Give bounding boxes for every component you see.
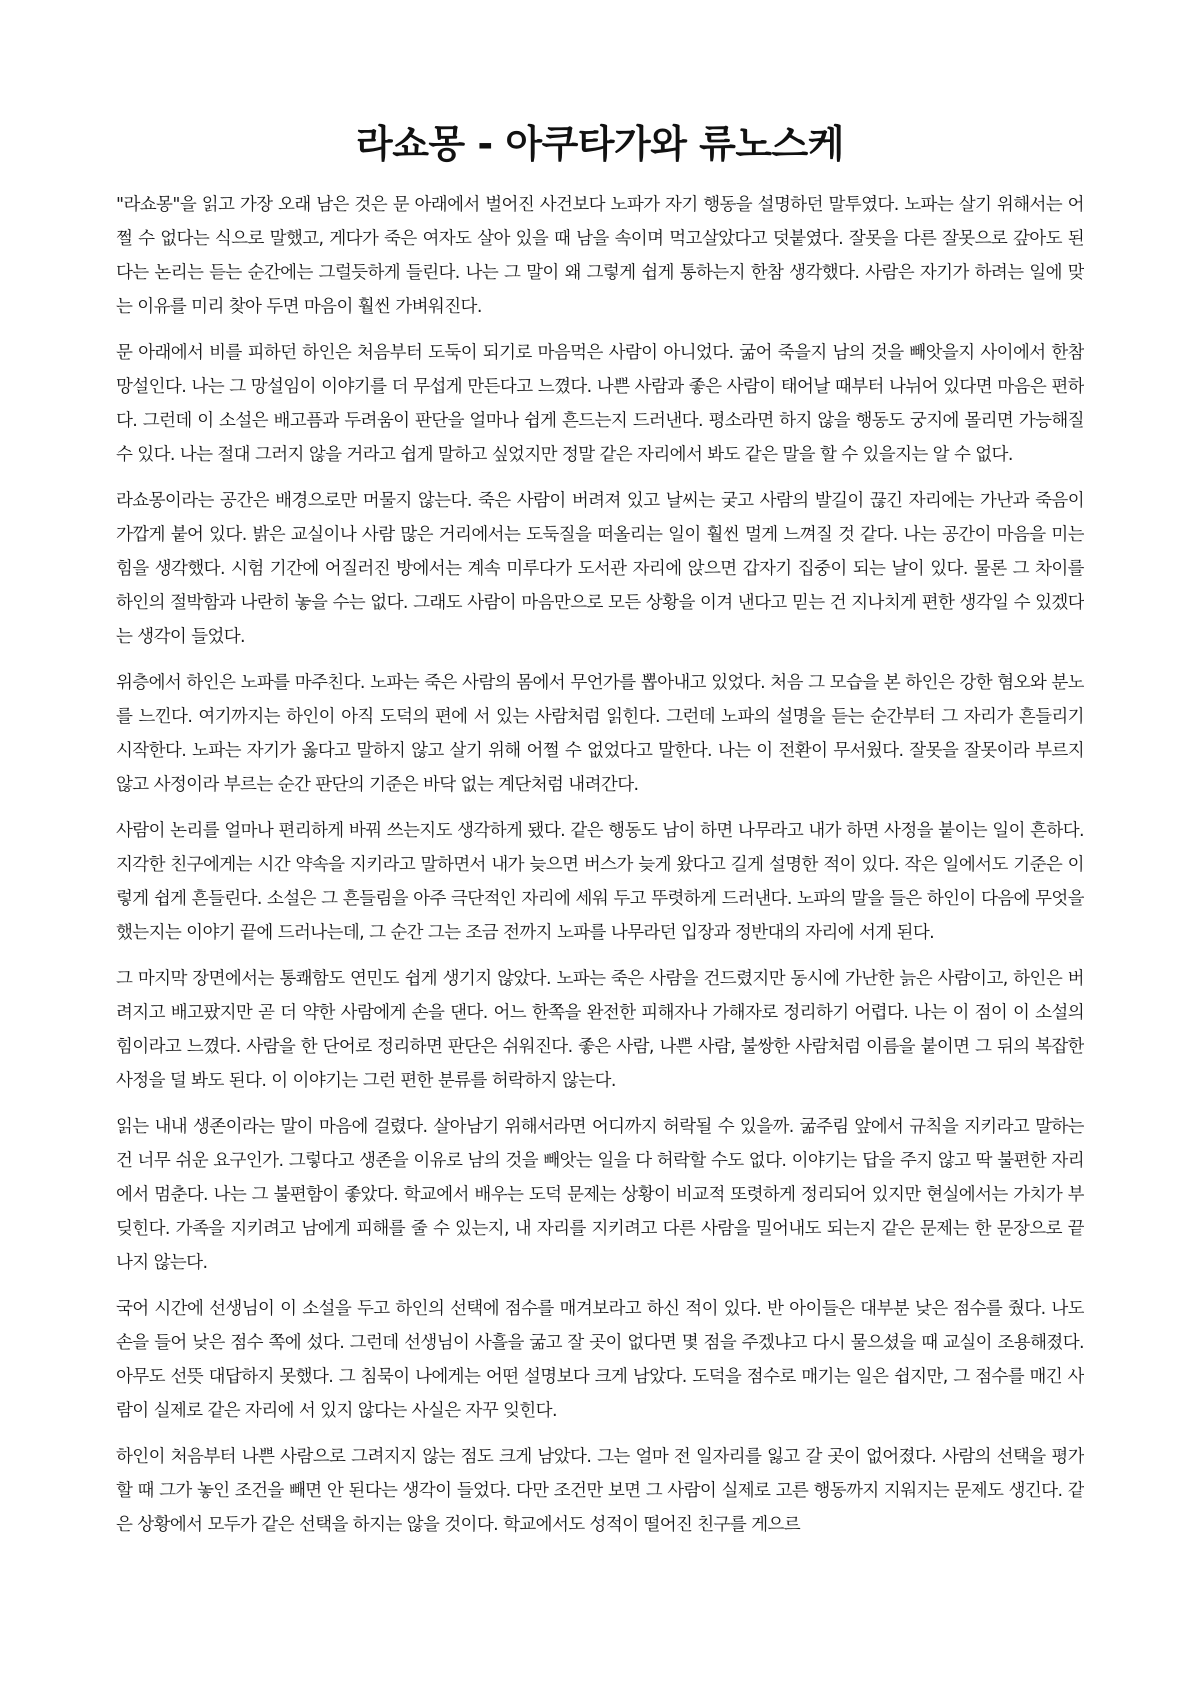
- paragraph-4: 위층에서 하인은 노파를 마주친다. 노파는 죽은 사람의 몸에서 무언가를 뽑아내고 있었다. 처음 그 모습을 본 하인은 강한 혐오와 분노를 느낀다. 여기까지는 하인이 아직 도덕의 편에 서 있는 사람처럼 읽힌다. 그런데 노파의 설명을 듣는 순간부터 그 자리가 흔들리기 시작한다. 노파는 자기가 옳다고 말하지 않고 살기 위해 어쩔 수 없었다고 말한다. 나는 이 전환이 무서웠다. 잘못을 잘못이라 부르지 않고 사정이라 부르는 순간 판단의 기준은 바닥 없는 계단처럼 내려간다.: [116, 673, 1084, 795]
- paragraph-1: "라쇼몽"을 읽고 가장 오래 남은 것은 문 아래에서 벌어진 사건보다 노파가 자기 행동을 설명하던 말투였다. 노파는 살기 위해서는 어쩔 수 없다는 식으로 말했고, 게다가 죽은 여자도 살아 있을 때 남을 속이며 먹고살았다고 덧붙였다. 잘못을 다른 잘못으로 갚아도 된다는 논리는 듣는 순간에는 그럴듯하게 들린다. 나는 그 말이 왜 그렇게 쉽게 통하는지 한참 생각했다. 사람은 자기가 하려는 일에 맞는 이유를 미리 찾아 두면 마음이 훨씬 가벼워진다.: [116, 195, 1084, 317]
- paragraph-8: 국어 시간에 선생님이 이 소설을 두고 하인의 선택에 점수를 매겨보라고 하신 적이 있다. 반 아이들은 대부분 낮은 점수를 줬다. 나도 손을 들어 낮은 점수 쪽에 섰다. 그런데 선생님이 사흘을 굶고 잘 곳이 없다면 몇 점을 주겠냐고 다시 물으셨을 때 교실이 조용해졌다. 아무도 선뜻 대답하지 못했다. 그 침묵이 나에게는 어떤 설명보다 크게 남았다. 도덕을 점수로 매기는 일은 쉽지만, 그 점수를 매긴 사람이 실제로 같은 자리에 서 있지 않다는 사실은 자꾸 잊힌다.: [116, 1299, 1084, 1421]
- paragraph-6: 그 마지막 장면에서는 통쾌함도 연민도 쉽게 생기지 않았다. 노파는 죽은 사람을 건드렸지만 동시에 가난한 늙은 사람이고, 하인은 버려지고 배고팠지만 곧 더 약한 사람에게 손을 댄다. 어느 한쪽을 완전한 피해자나 가해자로 정리하기 어렵다. 나는 이 점이 이 소설의 힘이라고 느꼈다. 사람을 한 단어로 정리하면 판단은 쉬워진다. 좋은 사람, 나쁜 사람, 불쌍한 사람처럼 이름을 붙이면 그 뒤의 복잡한 사정을 덜 봐도 된다. 이 이야기는 그런 편한 분류를 허락하지 않는다.: [116, 969, 1084, 1091]
- paragraph-9: 하인이 처음부터 나쁜 사람으로 그려지지 않는 점도 크게 남았다. 그는 얼마 전 일자리를 잃고 갈 곳이 없어졌다. 사람의 선택을 평가할 때 그가 놓인 조건을 빼면 안 된다는 생각이 들었다. 다만 조건만 보면 그 사람이 실제로 고른 행동까지 지워지는 문제도 생긴다. 같은 상황에서 모두가 같은 선택을 하지는 않을 것이다. 학교에서도 성적이 떨어진 친구를 게으르: [116, 1447, 1084, 1535]
- paragraph-5: 사람이 논리를 얼마나 편리하게 바꿔 쓰는지도 생각하게 됐다. 같은 행동도 남이 하면 나무라고 내가 하면 사정을 붙이는 일이 흔하다. 지각한 친구에게는 시간 약속을 지키라고 말하면서 내가 늦으면 버스가 늦게 왔다고 길게 설명한 적이 있다. 작은 일에서도 기준은 이렇게 쉽게 흔들린다. 소설은 그 흔들림을 아주 극단적인 자리에 세워 두고 뚜렷하게 드러낸다. 노파의 말을 들은 하인이 다음에 무엇을 했는지는 이야기 끝에 드러나는데, 그 순간 그는 조금 전까지 노파를 나무라던 입장과 정반대의 자리에 서게 된다.: [116, 821, 1084, 943]
- paragraph-7: 읽는 내내 생존이라는 말이 마음에 걸렸다. 살아남기 위해서라면 어디까지 허락될 수 있을까. 굶주림 앞에서 규칙을 지키라고 말하는 건 너무 쉬운 요구인가. 그렇다고 생존을 이유로 남의 것을 빼앗는 일을 다 허락할 수도 없다. 이야기는 답을 주지 않고 딱 불편한 자리에서 멈춘다. 나는 그 불편함이 좋았다. 학교에서 배우는 도덕 문제는 상황이 비교적 또렷하게 정리되어 있지만 현실에서는 가치가 부딪힌다. 가족을 지키려고 남에게 피해를 줄 수 있는지, 내 자리를 지키려고 다른 사람을 밀어내도 되는지 같은 문제는 한 문장으로 끝나지 않는다.: [116, 1117, 1084, 1273]
- document-page: [116, 0, 1084, 1696]
- paragraph-3: 라쇼몽이라는 공간은 배경으로만 머물지 않는다. 죽은 사람이 버려져 있고 날씨는 궂고 사람의 발길이 끊긴 자리에는 가난과 죽음이 가깝게 붙어 있다. 밝은 교실이나 사람 많은 거리에서는 도둑질을 떠올리는 일이 훨씬 멀게 느껴질 것 같다. 나는 공간이 마음을 미는 힘을 생각했다. 시험 기간에 어질러진 방에서는 계속 미루다가 도서관 자리에 앉으면 갑자기 집중이 되는 날이 있다. 물론 그 차이를 하인의 절박함과 나란히 놓을 수는 없다. 그래도 사람이 마음만으로 모든 상황을 이겨 낸다고 믿는 건 지나치게 편한 생각일 수 있겠다는 생각이 들었다.: [116, 491, 1084, 647]
- paragraph-2: 문 아래에서 비를 피하던 하인은 처음부터 도둑이 되기로 마음먹은 사람이 아니었다. 굶어 죽을지 남의 것을 빼앗을지 사이에서 한참 망설인다. 나는 그 망설임이 이야기를 더 무섭게 만든다고 느꼈다. 나쁜 사람과 좋은 사람이 태어날 때부터 나뉘어 있다면 마음은 편하다. 그런데 이 소설은 배고픔과 두려움이 판단을 얼마나 쉽게 흔드는지 드러낸다. 평소라면 하지 않을 행동도 궁지에 몰리면 가능해질 수 있다. 나는 절대 그러지 않을 거라고 쉽게 말하고 싶었지만 정말 같은 자리에서 봐도 같은 말을 할 수 있을지는 알 수 없다.: [116, 343, 1084, 465]
- document-title: 라쇼몽 - 아쿠타가와 류노스케: [356, 122, 844, 166]
